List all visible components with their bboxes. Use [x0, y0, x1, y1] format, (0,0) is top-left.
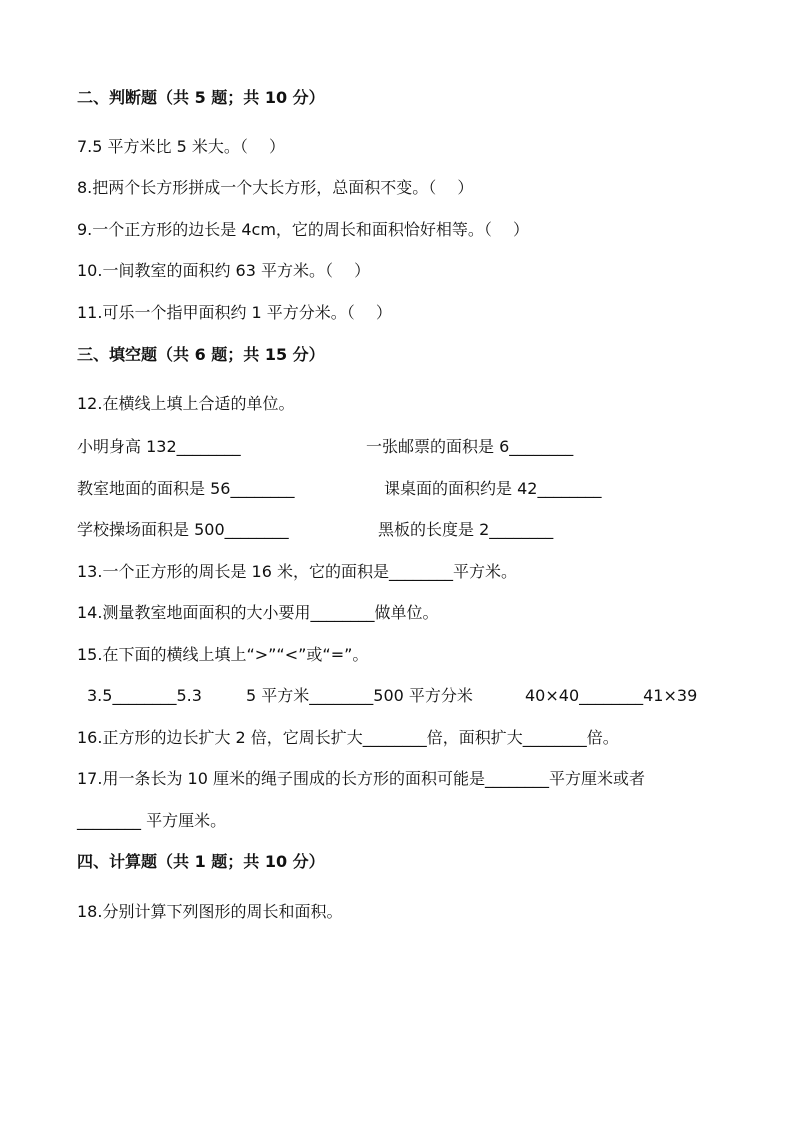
- heading-section-4: 四、计算题（共 1 题；共 10 分）: [77, 852, 325, 871]
- question-9: 9.一个正方形的边长是 4cm，它的周长和面积恰好相等。（ ）: [77, 220, 530, 239]
- q15-compare-1: 3.5________5.3: [87, 686, 202, 705]
- heading-section-3: 三、填空题（共 6 题；共 15 分）: [77, 345, 325, 364]
- heading-section-2: 二、判断题（共 5 题；共 10 分）: [77, 88, 325, 107]
- question-14: 14.测量教室地面面积的大小要用________做单位。: [77, 603, 439, 622]
- q12-row2-left: 教室地面的面积是 56________: [77, 479, 295, 498]
- q12-row3-left: 学校操场面积是 500________: [77, 520, 289, 539]
- question-11: 11.可乐一个指甲面积约 1 平方分米。（ ）: [77, 303, 392, 322]
- question-7: 7.5 平方米比 5 米大。（ ）: [77, 137, 285, 156]
- question-13: 13.一个正方形的周长是 16 米，它的面积是________平方米。: [77, 562, 517, 581]
- q15-compare-3: 40×40________41×39: [525, 686, 698, 705]
- question-17-line-1: 17.用一条长为 10 厘米的绳子围成的长方形的面积可能是________平方厘米或者: [77, 769, 645, 788]
- question-17-line-2: ________ 平方厘米。: [77, 811, 227, 830]
- q15-compare-2: 5 平方米________500 平方分米: [246, 686, 473, 705]
- question-8: 8.把两个长方形拼成一个大长方形，总面积不变。（ ）: [77, 178, 474, 197]
- question-15-prompt: 15.在下面的横线上填上“>”“<”或“=”。: [77, 645, 369, 664]
- q12-row3-right: 黑板的长度是 2________: [378, 520, 554, 539]
- q12-row1-right: 一张邮票的面积是 6________: [366, 437, 574, 456]
- q12-row2-right: 课桌面的面积约是 42________: [384, 479, 602, 498]
- question-12-prompt: 12.在横线上填上合适的单位。: [77, 394, 295, 413]
- q12-row1-left: 小明身高 132________: [77, 437, 241, 456]
- question-18: 18.分别计算下列图形的周长和面积。: [77, 902, 343, 921]
- question-16: 16.正方形的边长扩大 2 倍，它周长扩大________倍，面积扩大________倍。: [77, 728, 619, 747]
- question-10: 10.一间教室的面积约 63 平方米。（ ）: [77, 261, 371, 280]
